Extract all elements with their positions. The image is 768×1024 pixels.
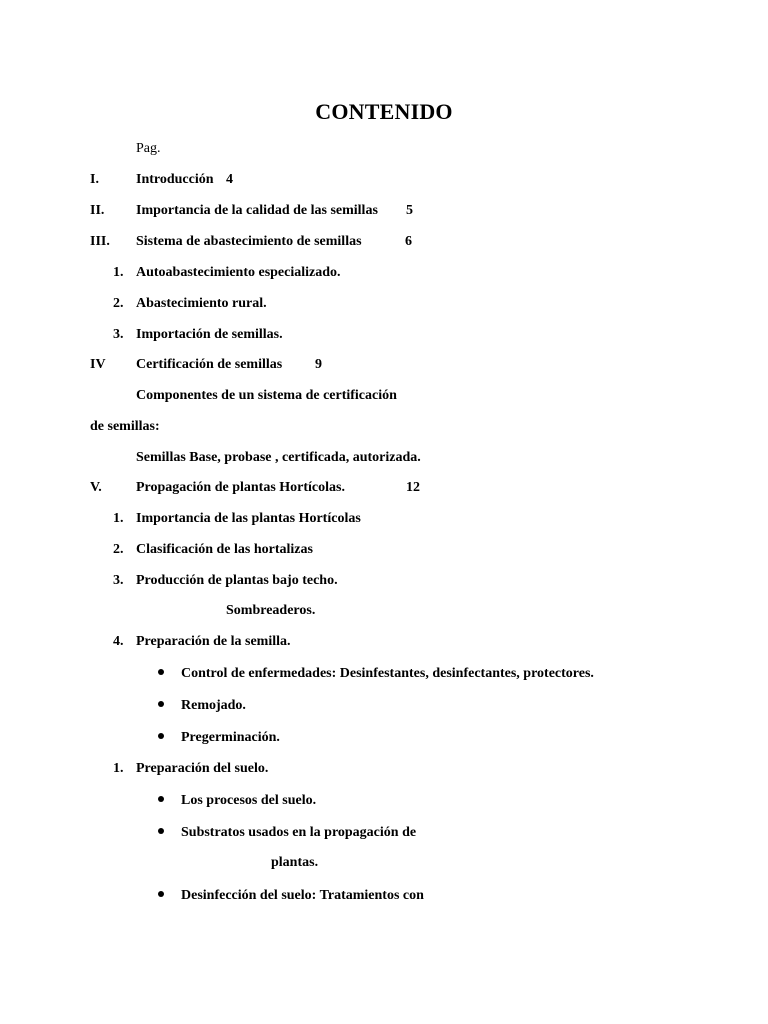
bullet-icon xyxy=(158,701,164,707)
entry-marker: 1. xyxy=(113,265,124,280)
entry-text: Importación de semillas. xyxy=(136,327,283,342)
entry-marker: V. xyxy=(90,480,102,495)
entry-text: Certificación de semillas xyxy=(136,357,283,372)
entry-page: 5 xyxy=(406,203,413,218)
entry-marker: III. xyxy=(90,234,110,249)
entry-text: Sombreaderos. xyxy=(226,603,316,618)
entry-text: Introducción xyxy=(136,172,214,187)
bullet-icon xyxy=(158,733,164,739)
entry-marker: 3. xyxy=(113,327,124,342)
entry-page: 9 xyxy=(315,357,322,372)
entry-text: Preparación del suelo. xyxy=(136,761,269,776)
bullet-icon xyxy=(158,828,164,834)
bullet-icon xyxy=(158,669,164,675)
entry-text: Importancia de la calidad de las semillas xyxy=(136,203,378,218)
bullet-icon xyxy=(158,891,164,897)
entry-page: 6 xyxy=(405,234,412,249)
entry-marker: 1. xyxy=(113,511,124,526)
entry-text: Propagación de plantas Hortícolas. xyxy=(136,480,345,495)
list-item: Remojado. xyxy=(181,698,246,713)
entry-text: Autoabastecimiento especializado. xyxy=(136,265,341,280)
entry-text: Preparación de la semilla. xyxy=(136,634,291,649)
list-item: Pregerminación. xyxy=(181,730,280,745)
entry-marker: II. xyxy=(90,203,105,218)
entry-marker: IV xyxy=(90,357,106,372)
entry-marker: 3. xyxy=(113,573,124,588)
bullet-icon xyxy=(158,796,164,802)
entry-page: 4 xyxy=(226,172,233,187)
list-item: Control de enfermedades: Desinfestantes, desinfectantes, protectores. xyxy=(181,666,594,681)
entry-marker: 2. xyxy=(113,542,124,557)
entry-page: 12 xyxy=(406,480,420,495)
entry-marker: I. xyxy=(90,172,99,187)
entry-text: Producción de plantas bajo techo. xyxy=(136,573,338,588)
entry-text: Sistema de abastecimiento de semillas xyxy=(136,234,362,249)
entry-marker: 2. xyxy=(113,296,124,311)
entry-text: Abastecimiento rural. xyxy=(136,296,267,311)
list-item-continuation: plantas. xyxy=(271,855,319,870)
entry-text: de semillas: xyxy=(90,419,160,434)
list-item: Desinfección del suelo: Tratamientos con xyxy=(181,888,424,903)
entry-text: Componentes de un sistema de certificación xyxy=(136,388,397,403)
list-item: Substratos usados en la propagación de xyxy=(181,825,417,840)
pag-label: Pag. xyxy=(136,141,161,156)
entry-text: Importancia de las plantas Hortícolas xyxy=(136,511,361,526)
entry-text: Semillas Base, probase , certificada, autorizada. xyxy=(136,450,421,465)
list-item: Los procesos del suelo. xyxy=(181,793,317,808)
entry-text: Clasificación de las hortalizas xyxy=(136,542,313,557)
entry-marker: 4. xyxy=(113,634,124,649)
entry-marker: 1. xyxy=(113,761,124,776)
page-title: CONTENIDO xyxy=(315,99,453,124)
